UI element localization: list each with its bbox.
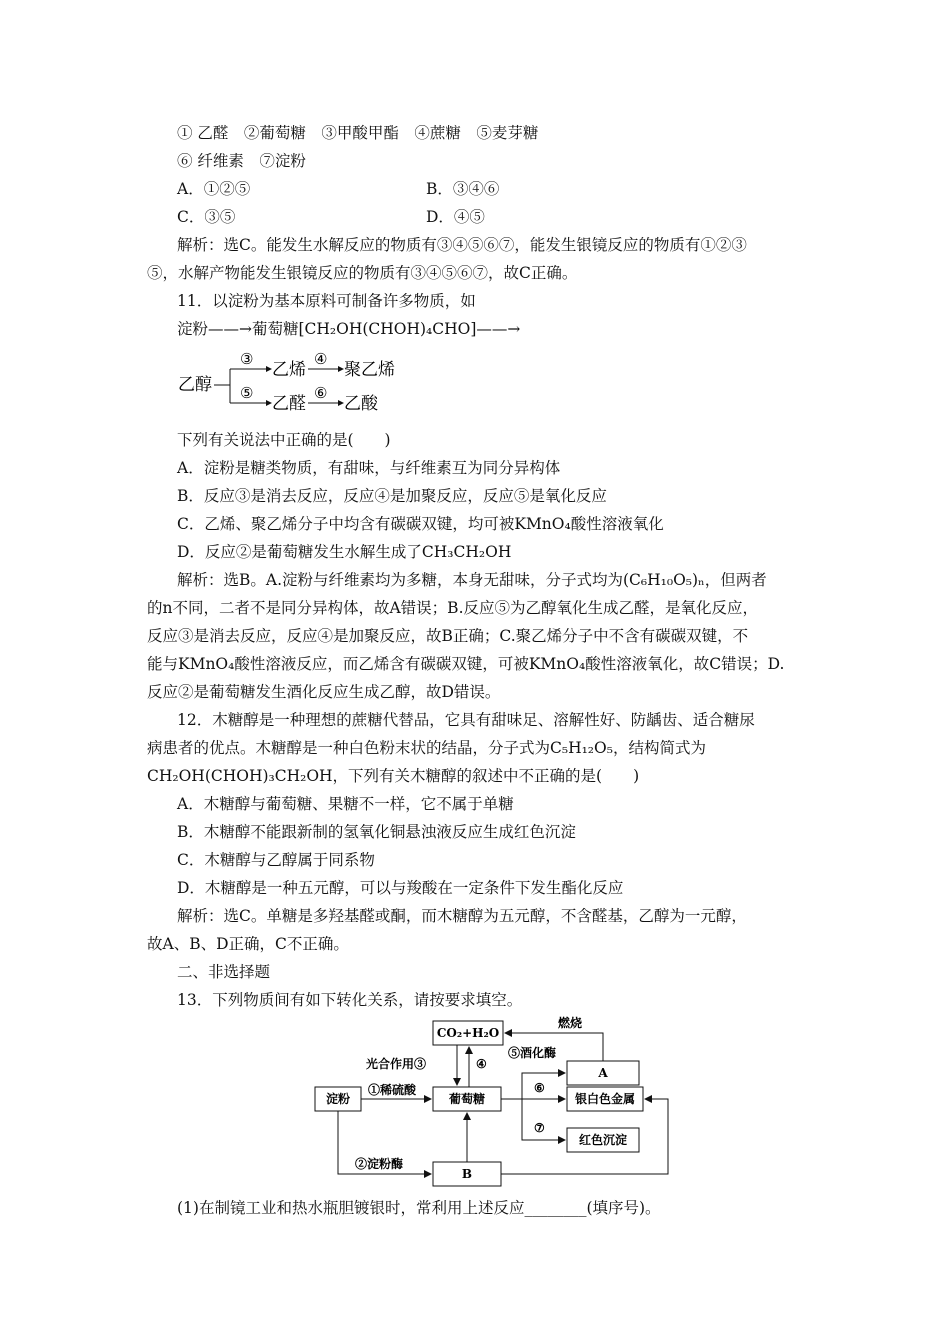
q10-option-c: C．③⑤ — [177, 208, 236, 226]
q11-stem: 11．以淀粉为基本原料可制备许多物质，如 — [177, 292, 476, 310]
label-b: B — [461, 1167, 473, 1181]
q12-stem-line1: 12．木糖醇是一种理想的蔗糖代替品，它具有甜味足、溶解性好、防龋齿、适合糖尿 — [177, 711, 755, 729]
scheme-ethanol: 乙醇 — [178, 375, 212, 395]
q13-conversion-diagram — [300, 1010, 690, 1190]
scheme-label-3: ③ — [240, 350, 254, 368]
q12-option-a: A．木糖醇与葡萄糖、果糖不一样，它不属于单糖 — [177, 795, 514, 813]
q11-ethanol-scheme — [170, 345, 410, 423]
label-photosynthesis-3: 光合作用③ — [366, 1057, 427, 1071]
q10-option-d: D．④⑤ — [426, 208, 485, 226]
label-enzyme-5: ⑤酒化酶 — [508, 1046, 557, 1060]
label-silver-metal: 银白色金属 — [574, 1092, 636, 1106]
label-reaction-6: ⑥ — [534, 1081, 545, 1095]
q11-option-c: C．乙烯、聚乙烯分子中均含有碳碳双键，均可被KMnO₄酸性溶液氧化 — [177, 515, 664, 533]
scheme-polyethylene: 聚乙烯 — [344, 360, 395, 380]
label-glucose: 葡萄糖 — [448, 1092, 486, 1106]
q12-analysis-line2: 故A、B、D正确，C不正确。 — [147, 935, 349, 953]
q11-analysis-line3: 反应③是消去反应，反应④是加聚反应，故B正确；C.聚乙烯分子中不含有碳碳双键，不 — [147, 627, 749, 645]
q11-analysis-line5: 反应②是葡萄糖发生酒化反应生成乙醇，故D错误。 — [147, 683, 501, 701]
scheme-acetic-acid: 乙酸 — [344, 394, 378, 414]
q10-analysis-line1: 解析：选C。能发生水解反应的物质有③④⑤⑥⑦，能发生银镜反应的物质有①②③ — [177, 236, 747, 254]
scheme-ethylene: 乙烯 — [272, 360, 306, 380]
label-reaction-4: ④ — [476, 1057, 487, 1071]
q12-analysis-line1: 解析：选C。单糖是多羟基醛或酮，而木糖醇为五元醇，不含醛基，乙醇为一元醇， — [177, 907, 747, 925]
label-reaction-7: ⑦ — [534, 1121, 545, 1135]
scheme-acetaldehyde: 乙醛 — [272, 394, 306, 414]
q13-sub-question-1: (1)在制镜工业和热水瓶胆镀银时，常利用上述反应________(填序号)。 — [177, 1199, 661, 1217]
q10-analysis-line2: ⑤，水解产物能发生银镜反应的物质有③④⑤⑥⑦，故C正确。 — [147, 264, 578, 282]
scheme-label-6: ⑥ — [314, 384, 328, 402]
q11-analysis-line4: 能与KMnO₄酸性溶液反应，而乙烯含有碳碳双键，可被KMnO₄酸性溶液氧化，故C错误；D. — [147, 655, 785, 673]
q10-items-line1: ① 乙醛 ②葡萄糖 ③甲酸甲酯 ④蔗糖 ⑤麦芽糖 — [177, 124, 539, 142]
q11-option-a: A．淀粉是糖类物质，有甜味，与纤维素互为同分异构体 — [177, 459, 561, 477]
q12-option-d: D．木糖醇是一种五元醇，可以与羧酸在一定条件下发生酯化反应 — [177, 879, 624, 897]
q10-option-a: A．①②⑤ — [177, 180, 251, 198]
q11-option-b: B．反应③是消去反应，反应④是加聚反应，反应⑤是氧化反应 — [177, 487, 607, 505]
q11-analysis-line2: 的n不同，二者不是同分异构体，故A错误；B.反应⑤为乙醇氧化生成乙醛，是氧化反应， — [147, 599, 758, 617]
section-heading: 二、非选择题 — [177, 963, 271, 981]
scheme-label-4: ④ — [314, 350, 328, 368]
scheme-label-5: ⑤ — [240, 384, 254, 402]
q12-stem-line2: 病患者的优点。木糖醇是一种白色粉末状的结晶，分子式为C₅H₁₂O₅，结构简式为 — [147, 739, 706, 757]
q10-items-line2: ⑥ 纤维素 ⑦淀粉 — [177, 152, 306, 170]
q12-option-c: C．木糖醇与乙醇属于同系物 — [177, 851, 375, 869]
label-starch: 淀粉 — [325, 1092, 351, 1106]
q11-chain: 淀粉——→葡萄糖[CH₂OH(CHOH)₄CHO]——→ — [177, 320, 521, 338]
label-amylase-2: ②淀粉酶 — [355, 1157, 404, 1171]
q11-option-d: D．反应②是葡萄糖发生水解生成了CH₃CH₂OH — [177, 543, 512, 561]
label-burn: 燃烧 — [558, 1016, 583, 1030]
q10-option-b: B．③④⑥ — [426, 180, 500, 198]
q11-question: 下列有关说法中正确的是( ) — [177, 431, 391, 449]
q11-analysis-line1: 解析：选B。A.淀粉与纤维素均为多糖，本身无甜味，分子式均为(C₆H₁₀O₅)ₙ，但两者 — [177, 571, 767, 589]
label-a: A — [598, 1066, 608, 1080]
q13-stem: 13．下列物质间有如下转化关系，请按要求填空。 — [177, 991, 523, 1009]
q12-option-b: B．木糖醇不能跟新制的氢氧化铜悬浊液反应生成红色沉淀 — [177, 823, 576, 841]
label-dilute-acid-1: ①稀硫酸 — [368, 1083, 417, 1097]
label-red-precipitate: 红色沉淀 — [578, 1133, 628, 1147]
label-co2-h2o: CO₂+H₂O — [436, 1026, 500, 1040]
q12-stem-line3: CH₂OH(CHOH)₃CH₂OH，下列有关木糖醇的叙述中不正确的是( ) — [147, 767, 640, 785]
